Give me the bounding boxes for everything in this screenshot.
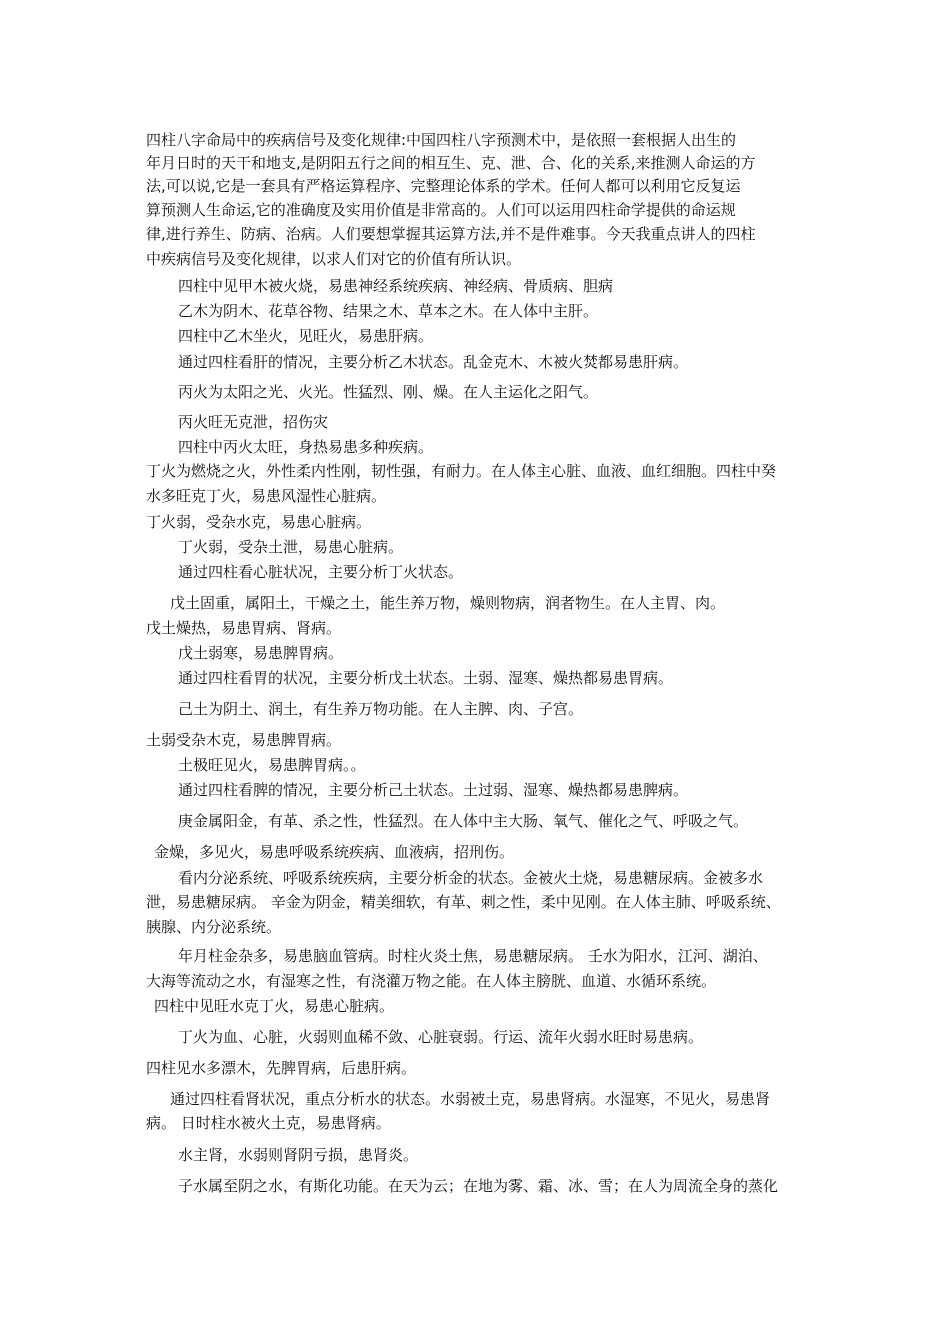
paragraph-line: 丁火弱，受杂水克，易患心脏病。 [146, 513, 372, 531]
paragraph-line: 大海等流动之水，有湿寒之性，有浇灌万物之能。在人体主膀胱、血道、水循环系统。 [146, 972, 717, 990]
paragraph-line: 中疾病信号及变化规律，以求人们对它的价值有所认识。 [146, 250, 522, 268]
paragraph-line: 四柱见水多漂木，先脾胃病，后患肝病。 [146, 1059, 417, 1077]
paragraph-line: 通过四柱看脾的情况，主要分析己土状态。土过弱、湿寒、燥热都易患脾病。 [178, 781, 689, 799]
paragraph-line: 法,可以说,它是一套具有严格运算程序、完整理论体系的学术。任何人都可以利用它反复运 [146, 177, 741, 195]
paragraph-line: 病。 日时柱水被火土克，易患肾病。 [146, 1114, 391, 1132]
paragraph-line: 算预测人生命运,它的准确度及实用价值是非常高的。人们可以运用四柱命学提供的命运规 [146, 201, 736, 219]
paragraph-line: 庚金属阳金，有革、杀之性，性猛烈。在人体中主大肠、氧气、催化之气、呼吸之气。 [178, 812, 749, 830]
paragraph-line: 丙火旺无克泄，招伤灾 [178, 413, 329, 431]
paragraph-line: 水主肾，水弱则肾阴亏损，患肾炎。 [178, 1146, 419, 1164]
paragraph-line: 通过四柱看肾状况，重点分析水的状态。水弱被土克，易患肾病。水湿寒，不见火，易患肾 [170, 1090, 771, 1108]
paragraph-line: 土极旺见火，易患脾胃病。。 [178, 756, 366, 774]
paragraph-line: 丁火弱，受杂土泄，易患心脏病。 [178, 538, 404, 556]
paragraph-line: 律,进行养生、防病、治病。人们要想掌握其运算方法,并不是件难事。今天我重点讲人的四柱 [146, 225, 756, 243]
paragraph-line: 丁火为血、心脏，火弱则血稀不敛、心脏衰弱。行运、流年火弱水旺时易患病。 [178, 1028, 704, 1046]
paragraph-line: 年月日时的天干和地支,是阴阳五行之间的相互生、克、泄、合、化的关系,来推测人命运的方 [146, 154, 756, 172]
paragraph-line: 丁火为燃烧之火，外性柔内性刚，韧性强，有耐力。在人体主心脏、血液、血红细胞。四柱中癸 [146, 462, 777, 480]
paragraph-line: 乙木为阴木、花草谷物、结果之木、草本之木。在人体中主肝。 [178, 302, 599, 320]
paragraph-line: 泄，易患糖尿病。 辛金为阴金，精美细软，有革、刺之性，柔中见刚。在人体主肺、呼吸系统、 [146, 893, 781, 911]
paragraph-line: 水多旺克丁火，易患风湿性心脏病。 [146, 487, 387, 505]
paragraph-line: 金燥，多见火，易患呼吸系统疾病、血液病，招刑伤。 [154, 843, 515, 861]
paragraph-line: 丙火为太阳之光、火光。性猛烈、刚、燥。在人主运化之阳气。 [178, 383, 599, 401]
paragraph-line: 通过四柱看心脏状况，主要分析丁火状态。 [178, 563, 464, 581]
paragraph-line: 看内分泌系统、呼吸系统疾病，主要分析金的状态。金被火土烧，易患糖尿病。金被多水 [178, 869, 764, 887]
paragraph-line: 戊土弱寒，易患脾胃病。 [178, 644, 344, 662]
paragraph-line: 土弱受杂木克，易患脾胃病。 [146, 731, 342, 749]
paragraph-line: 戊土燥热，易患胃病、肾病。 [146, 619, 342, 637]
paragraph-line: 四柱中见旺水克丁火，易患心脏病。 [154, 997, 395, 1015]
paragraph-line: 通过四柱看胃的状况，主要分析戊土状态。土弱、湿寒、燥热都易患胃病。 [178, 669, 674, 687]
paragraph-line: 子水属至阴之水，有斯化功能。在天为云；在地为雾、霜、冰、雪；在人为周流全身的蒸化 [178, 1177, 779, 1195]
paragraph-line: 己土为阴土、润土，有生养万物功能。在人主脾、肉、子宫。 [178, 700, 584, 718]
paragraph-line: 戊土固重，属阳土，干燥之土，能生养万物，燥则物病，润者物生。在人主胃、肉。 [170, 594, 726, 612]
paragraph-line: 四柱八字命局中的疾病信号及变化规律:中国四柱八字预测术中，是依照一套根据人出生的 [146, 131, 737, 149]
paragraph-line: 年月柱金杂多，易患脑血管病。时柱火炎土焦，易患糖尿病。 壬水为阳水，江河、湖泊、 [178, 947, 768, 965]
paragraph-line: 四柱中乙木坐火，见旺火，易患肝病。 [178, 327, 434, 345]
paragraph-line: 通过四柱看肝的情况，主要分析乙木状态。乱金克木、木被火焚都易患肝病。 [178, 353, 689, 371]
paragraph-line: 四柱中丙火太旺，身热易患多种疾病。 [178, 438, 434, 456]
paragraph-line: 四柱中见甲木被火烧，易患神经系统疾病、神经病、骨质病、胆病 [178, 277, 614, 295]
paragraph-line: 胰腺、内分泌系统。 [146, 918, 282, 936]
